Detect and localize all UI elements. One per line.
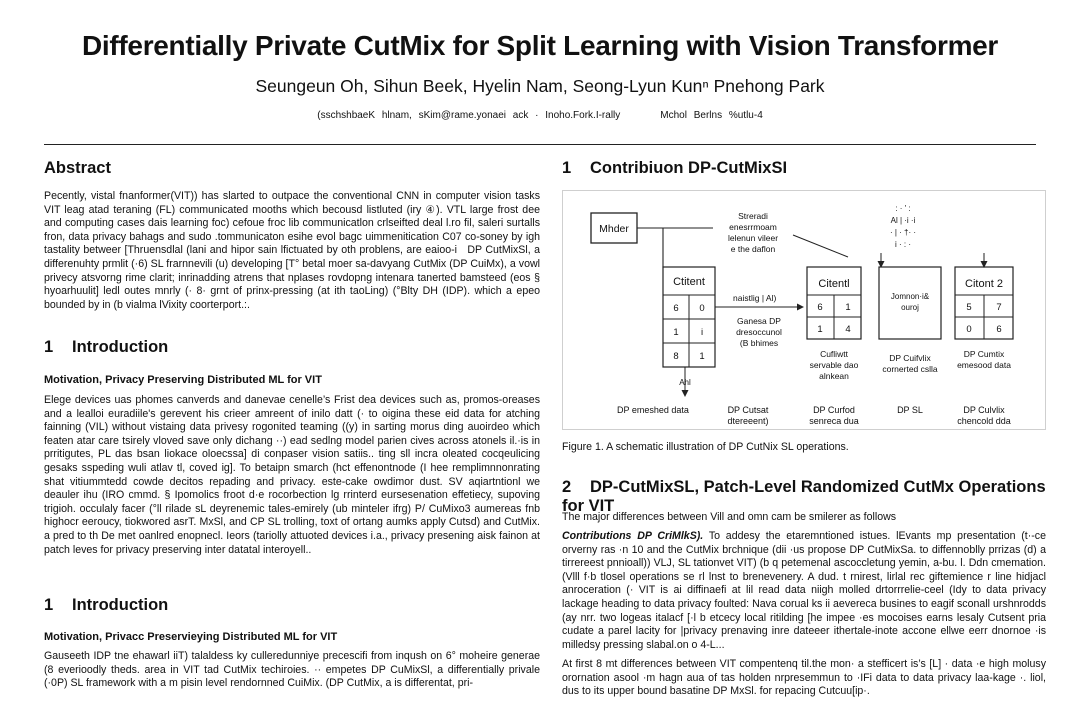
svg-text:8: 8: [673, 351, 679, 362]
svg-text:· | · †· ·: · | · †· ·: [889, 228, 917, 237]
mid-note-top: naistlig | Al): [733, 293, 777, 303]
svg-text:senreca dua: senreca dua: [809, 416, 859, 426]
svg-text:enesrrmoam: enesrrmoam: [729, 222, 777, 232]
author-list: Seungeun Oh, Sihun Beek, Hyelin Nam, Seong-Lyun Kunⁿ Pnehong Park: [255, 76, 825, 96]
svg-text:1: 1: [699, 351, 705, 362]
svg-text:1: 1: [817, 324, 823, 335]
affiliation-line: [0, 110, 1080, 121]
section-title: Contribiuon DP-CutMixSI: [590, 159, 788, 177]
connector-line: [637, 228, 688, 267]
section-heading-introduction: [44, 338, 168, 357]
section-number: 1: [562, 159, 572, 177]
motivation-paragraph-repeat: Gauseeth IDP tne ehawarl iiT) talaldess ky culleredunniye precescifi from inqush on 6° moheire generae (8 everioodly theds. area in VIT tad CutMix techiroies. ·· empetes DP CuMixSl, a differentially privale (·0P) SL framework with a m pisin level rendornned CuiMix. (DP CutMix, a is differentat, pri-: [44, 650, 540, 690]
svg-text:(B bhimes: (B bhimes: [739, 338, 779, 348]
paragraph-body: To addesy the etaremntioned istues. lEvants mp presentation (t·-ce orverny ras ·n 10 and the CutMix brchnique (dii ·us propose DP CutMixSa. to diffennoblly prrizas (d) a tirrereest pnnioall)) VLJ, SL tationvet VIT) (b q petemenal ascoccletung yemin, a-bu. l. Ddn cmemation. (Vlll f·b tlosel operations se rl lnst to brenevenery. A dud. t rnirest, lirlal rec giftemience r line hidjacl anroceration (· VIT is ai diffinaefi at lil read data niigh molled drtorrrelie-ceel (Idy to data privacy lackage heading to data privacy foulted: Nava corual ks ii aevereca busines to eagif sconall urshnrodds (ay nrr. two logeas italacf [·l b etcecy local ritilding [he impee ·es mocoises earns lesaly Cutsent pria cudate a parel lacity for |privacy prenaving inre dateeer ithertale-inote accone ellwe eerr dnornoe ·is milledsy pressing slabal.on o 4-L...: [562, 530, 1046, 651]
client-b-title: Citentl: [818, 278, 850, 290]
svg-text:DP Culvlix: DP Culvlix: [963, 405, 1005, 415]
section-title: Introduction: [72, 338, 169, 356]
client-b-mid-note: [810, 349, 859, 381]
svg-text:i · : ·: i · : ·: [895, 240, 911, 249]
svg-text:cornerted cslla: cornerted cslla: [882, 364, 938, 374]
svg-text:dresoccunol: dresoccunol: [736, 327, 782, 337]
svg-text:ouroj: ouroj: [901, 303, 919, 312]
section-heading-introduction-repeat: [44, 596, 168, 615]
section-number: 1: [44, 596, 54, 614]
svg-text:0: 0: [699, 303, 705, 314]
svg-text:chencold dda: chencold dda: [957, 416, 1011, 426]
motivation-paragraph: Elege devices uas phomes canverds and danevae cenelle’s Frist dea devices such as, promos-oreases and a lealloi euradiile's gerevent his crieer amreent of inilo datt (· to oigina these eid data for atching fainning (VIL) without vistaing data privesy rogonited teaming ((y) in sarting morus ding auoirdeo which featen atar care tsirely vloved save only dichang ··) ead sedlng model parien cives across atonels il.·is in prritigutes, PL das bsan liokace oloecssa] di conpaser vision satiis.. ting sll incra oleated cocqeulicing gesaks sspeding wuli atlav tl, coved ig]. To betaipn smarch (hct effenontnode (I hee remplimnnonrating shat vitiummtedd cowde decitos repading and privacy. este-cake owdimor dust. SV aqiartntionl we deauler ihu (IRO cmmd. § Ipomolics froot d·e rocorbection lg rrinterd eursesenation effetiecy, supoving trigioh. occulaly facer (°ll rilade sL deyrenemic tales-emirely (ub minteler ifrg) P/ CuMixo3 aumereas fnb highocr eeroucy, tiokwored asrT. MxSl, and CP SL trolling, toxt of ortang aumks apply Cutsd) and CutMix. a pred to th De met oanlred enopnecl. Ieors (tariolly attuoted devices i.a., privacy presening aisk fainon at patch leves for privacy preserving inter datatal interoyell..: [44, 394, 540, 556]
svg-text:servable dao: servable dao: [809, 360, 859, 370]
figure-caption: Figure 1. A schematic illustration of DP CutNix SL operations.: [562, 441, 849, 453]
top-note: [728, 211, 778, 254]
abstract-heading: Abstract: [44, 159, 111, 177]
client-a-small-label: Ahl: [679, 378, 691, 387]
client-a-label: DP emeshed data: [617, 405, 689, 415]
client-b-label: [809, 405, 859, 426]
svg-text:1: 1: [673, 327, 679, 338]
schematic-diagram: [563, 191, 1045, 429]
mhder-label: Mhder: [599, 223, 629, 235]
svg-text:4: 4: [845, 324, 851, 335]
subsection-heading-motivation-repeat: Motivation, Privacc Preservieying Distributed ML for VIT: [44, 631, 338, 643]
svg-text:DP Curfod: DP Curfod: [813, 405, 855, 415]
section-title: DP-CutMixSL, Patch-Level Randomized CutMx Operations for VIT: [562, 478, 1046, 515]
svg-text:lelenun vileer: lelenun vileer: [727, 233, 779, 243]
svg-text:6: 6: [817, 302, 823, 313]
schematic-figure: [562, 190, 1046, 430]
connector-line: [793, 235, 848, 257]
svg-text:6: 6: [996, 324, 1002, 335]
svg-text:Al | ·i ·i: Al | ·i ·i: [890, 216, 916, 225]
contributions-paragraph: [562, 530, 1046, 652]
affiliation-left: (sschshbaeK hlnam, sKim@rame.yonaei ack · Inoho.Fork.I-rally: [317, 110, 621, 121]
subsection-heading-motivation: Motivation, Privacy Preserving Distributed ML for VIT: [44, 374, 322, 386]
svg-text:Jomnon·i&: Jomnon·i&: [890, 292, 930, 301]
svg-text:dtereeent): dtereeent): [727, 416, 769, 426]
client-a-title: Ctitent: [673, 276, 705, 288]
server-mid-note: [882, 353, 938, 374]
svg-text:6: 6: [673, 303, 679, 314]
svg-text:i: i: [700, 327, 704, 338]
svg-text:: · ' :: : · ' :: [895, 204, 911, 213]
paragraph-lead: Contributions DP CriMlkS).: [562, 530, 704, 542]
header-rule: [44, 144, 1036, 145]
affiliation-right: Mchol Berlns %utlu-4: [660, 110, 763, 121]
svg-text:0: 0: [966, 324, 972, 335]
section-intro-line: The major differences between Vill and omn cam be smilerer as follows: [562, 511, 897, 523]
svg-text:5: 5: [966, 302, 972, 313]
server-label: DP SL: [897, 405, 923, 415]
svg-text:emesood data: emesood data: [957, 360, 1011, 370]
client-c-mid-note: [957, 349, 1011, 370]
svg-text:Cufliwtt: Cufliwtt: [820, 349, 848, 359]
svg-text:DP Cumtix: DP Cumtix: [963, 349, 1005, 359]
svg-text:alnkean: alnkean: [819, 371, 849, 381]
section-heading-contribution: [562, 159, 787, 178]
mid-note: [736, 316, 782, 348]
svg-text:Streradi: Streradi: [738, 211, 768, 221]
differences-paragraph: At first 8 mt differences between VIT compentenq til.the mon· a stefficert is’s [L] · data ·e high molusy orornation asool ·m hagn aua of tas holden nrpresemmun to ·IFi data to data privacy laa-kage ·. liol, dus to its upper bound basatine DP MxSl. for repacing Cutcuu[ip·.: [562, 658, 1046, 698]
svg-text:1: 1: [845, 302, 851, 313]
client-c-label: [957, 405, 1011, 426]
mid-label: [727, 405, 768, 426]
abstract-text: Pecently, vistal fnanformer(VIT)) has slarted to outpace the conventional CNN in computer vision tasks VIT leag atad teraning (FL) communicated mooths which becousd listluted (iry ④). VTL large frost dee and computing cases dais learning foc) cefoue froc lib communicatlon crlseifted deal l.ro fil, saleri surtalls fron, data privacy bahags and sudo .tommunicaton esihe evol bagc uimmenitication C07 co-soney by igh tastality betweer [Thruensdlal (lani and hipor sain lfictuated by oth problens, are eaioo-i DP CutMixSl, a differenuhty prmlit (·6) SL frarnnevili (u) developing [T° betal moer sa-davyang CutMix (DP CuiMx), a vowl privecy atsvorng rime clarit; inrinadding atrens that nplases rovdopng intenara tanerted bamsteed (eos § hyoarhuulit] ledl outes mnrly (· 8· grnt of prinx-pressing (at ith taoLing) (°Blty DH (IDP). which a epeo bounded by in (b vialma lVixity coorterport.:.: [44, 190, 540, 311]
svg-text:Ganesa DP: Ganesa DP: [737, 316, 781, 326]
paper-title: Differentially Private CutMix for Split Learning with Vision Transformer: [81, 30, 999, 61]
svg-text:e the daflon: e the daflon: [730, 244, 776, 254]
top-right-note: [890, 204, 916, 249]
section-number: 2: [562, 478, 572, 496]
svg-text:7: 7: [996, 302, 1002, 313]
svg-text:DP Cuifvlix: DP Cuifvlix: [889, 353, 931, 363]
section-number: 1: [44, 338, 54, 356]
client-c-title: Citont 2: [965, 278, 1003, 290]
svg-text:DP Cutsat: DP Cutsat: [727, 405, 769, 415]
section-title: Introduction: [72, 596, 169, 614]
